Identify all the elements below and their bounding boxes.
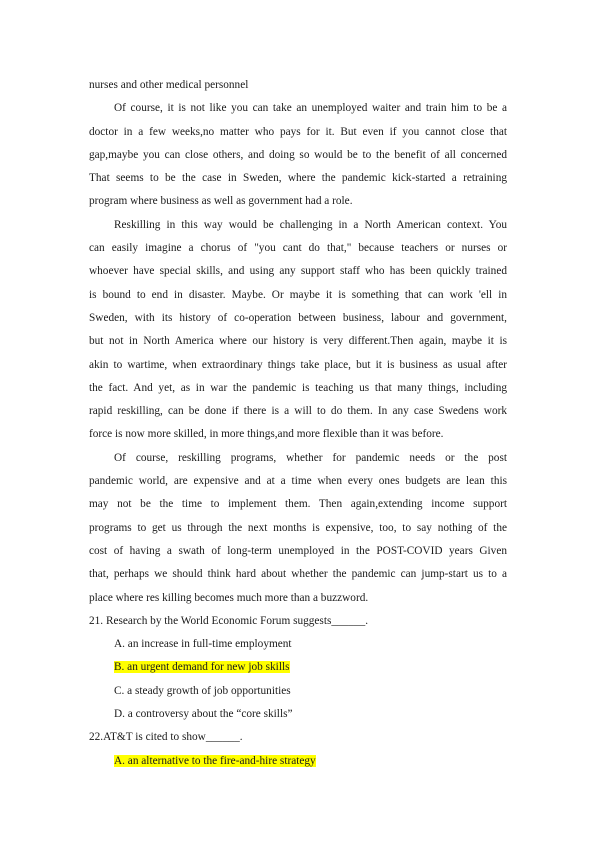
- answer-option: [89, 633, 507, 656]
- text-line: pandemic world, are expensive and at a time when every ones budgets are lean this: [89, 475, 507, 488]
- text-line: whoever have special skills, and using any support staff who has been quickly trained: [89, 265, 507, 278]
- answer-option: [89, 680, 507, 703]
- text-line: but not in North America where our history is very different.Then again, maybe it is: [89, 335, 507, 348]
- text-line: may not be the time to implement them. Then again,extending income support: [89, 498, 507, 511]
- text-line: Sweden, with its history of co-operation between business, labour and government,: [89, 311, 507, 324]
- option-text: D. a controversy about the “core skills”: [114, 708, 293, 721]
- option-text: A. an increase in full-time employment: [114, 638, 292, 651]
- highlighted-option-text: A. an alternative to the fire-and-hire strategy: [114, 754, 316, 767]
- text-line: place where res killing becomes much more than a buzzword.: [89, 591, 369, 604]
- text-line: Of course, reskilling programs, whether for pandemic needs or the post: [114, 451, 507, 464]
- highlighted-option-text: B. an urgent demand for new job skills: [114, 661, 290, 674]
- document-body: [89, 74, 507, 773]
- text-line: Reskilling in this way would be challenging in a North American context. You: [114, 218, 507, 231]
- answer-option: [89, 703, 507, 726]
- text-line: cost of having a swath of long-term unemployed in the POST-COVID years Given: [89, 544, 507, 557]
- text-line: Of course, it is not like you can take an unemployed waiter and train him to be a: [114, 102, 507, 115]
- answer-option: [89, 656, 507, 679]
- text-line: rapid reskilling, can be done if there is a will to do them. In any case Swedens work: [89, 405, 507, 418]
- text-line: is bound to end in disaster. Maybe. Or maybe it is something that can work 'ell in: [89, 288, 507, 301]
- text-line: programs to get us through the next months is expensive, too, to say nothing of the: [89, 521, 507, 534]
- text-line: that, perhaps we should think hard about whether the pandemic can jump-start us to a: [89, 568, 507, 581]
- option-text: C. a steady growth of job opportunities: [114, 684, 291, 697]
- text-line: nurses and other medical personnel: [89, 79, 249, 91]
- text-line: gap,maybe you can close others, and doing so would be to the benefit of all concerned: [89, 148, 507, 161]
- text-line: the fact. And yet, as in war the pandemic is teaching us that many things, including: [89, 381, 507, 394]
- text-line: That seems to be the case in Sweden, where the pandemic kick-started a retraining: [89, 172, 507, 185]
- text-line: can easily imagine a chorus of "you cant do that," because teachers or nurses or: [89, 242, 507, 255]
- answer-option: [89, 750, 507, 773]
- text-line: akin to wartime, when extraordinary things take place, but it is business as usual after: [89, 358, 507, 371]
- text-line: program where business as well as government had a role.: [89, 195, 353, 208]
- question-stem: 22.AT&T is cited to show______.: [89, 731, 243, 744]
- text-line: doctor in a few weeks,no matter who pays for it. But even if you cannot close that: [89, 125, 507, 138]
- text-line: force is now more skilled, in more things,and more flexible than it was before.: [89, 428, 444, 441]
- question-stem: 21. Research by the World Economic Forum suggests______.: [89, 614, 369, 627]
